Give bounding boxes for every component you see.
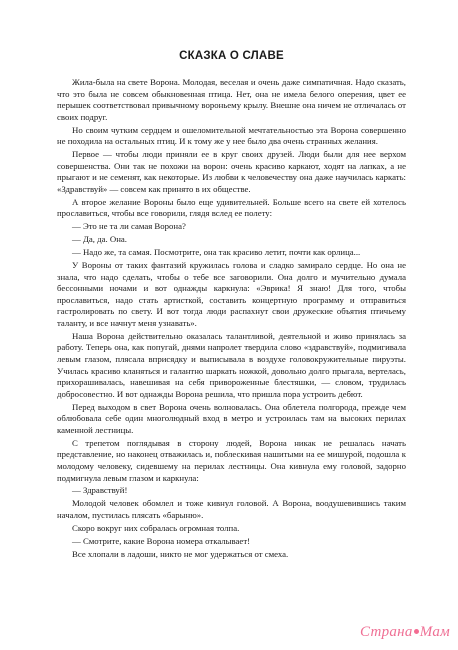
- paragraph: Наша Ворона действительно оказалась талантливой, деятельной и живо принялась за работу. Теперь она, как попугай, днями напролет твердила слово «здравствуй», подмигивала левым глазом, плясала вприсядку и выписывала в воздухе головокружительные пируэты. Училась красиво кланяться и галантно шаркать ножкой, довольно долго прыгала, вертелась, прихорашивалась, навешивая на себя привороженные блестяшки, — словом, трудилась добросовестно. И вот однажды Ворона решила, что пришла пора устроить дебют.: [57, 330, 406, 399]
- watermark-text-left: Страна: [359, 624, 413, 640]
- paragraph: Молодой человек обомлел и тоже кивнул головой. А Ворона, воодушевившись таким началом, пустилась плясать «барыню».: [57, 498, 406, 520]
- watermark-text-right: Мам: [419, 624, 450, 640]
- paragraph: У Вороны от таких фантазий кружилась голова и сладко замирало сердце. Но она не знала, что надо сделать, чтобы о тебе все заговорили. Она долго и мучительно думала бессонными ночами и вот однажды каркнула: «Эврика! Я знаю! Для того, чтобы прославиться, надо стать артисткой, составить концертную программу и отправиться гастролировать по свету. И вот тогда люди распахнут свои дружеские объятия птичьему таланту, и все начнут меня узнавать».: [57, 259, 406, 328]
- watermark-dot-icon: [414, 629, 419, 634]
- paragraph: С трепетом поглядывая в сторону людей, Ворона никак не решалась начать представление, но наконец отважилась и, поблескивая нашитыми на ее мишурой, подошла к молодому человеку, сидевшему на перилах лестницы. Она кивнула ему головой, задорно подмигнула левым глазом и каркнула:: [57, 437, 406, 483]
- paragraph: Но своим чутким сердцем и ошеломительной мечтательностью эта Ворона совершенно не походила на остальных птиц. И к тому же у нее было два очень странных желания.: [57, 124, 406, 147]
- dialog-line: — Надо же, та самая. Посмотрите, она так красиво летит, почти как орлица...: [72, 247, 361, 258]
- page-title: СКАЗКА О СЛАВЕ: [179, 50, 284, 62]
- paragraph: А второе желание Вороны было еще удивительней. Больше всего на свете ей хотелось прославиться, чтобы все говорили, глядя вслед ее полету:: [57, 196, 406, 219]
- dialog-line: — Да, да. Она.: [72, 234, 127, 245]
- paragraph: Первое — чтобы люди приняли ее в круг своих друзей. Люди были для нее верхом совершенства. Они так не похожи на ворон: очень красиво каркают, ходят на лапках, а не прыгают и не семенят, как некоторые. Из любви к человечеству она даже научилась каркать: «Здравствуй» — совсем как принято в их обществе.: [57, 149, 406, 194]
- paragraph: Скоро вокруг них собралась огромная толпа.: [72, 522, 240, 533]
- paragraph: Перед выходом в свет Ворона очень волновалась. Она облетела полгорода, прежде чем облюбовала себе один многолюдный вход в метро и устроилась там на высоких перилах каменной лестницы.: [57, 401, 406, 435]
- story-body: [57, 77, 406, 560]
- paragraph: Все хлопали в ладоши, никто не мог удержаться от смеха.: [72, 548, 289, 559]
- dialog-line: — Здравствуй!: [72, 485, 128, 496]
- dialog-line: — Это не та ли самая Ворона?: [72, 221, 186, 232]
- paragraph: Жила-была на свете Ворона. Молодая, веселая и очень даже симпатичная. Надо сказать, что это была не совсем обыкновенная птица. Нет, она не имела белого оперения, цвет ее перышек соответствовал привычному вороньему крылу. Внешне она ничем не отличалась от своих подруг.: [57, 77, 406, 122]
- dialog-line: — Смотрите, какие Ворона номера откалывает!: [72, 535, 251, 546]
- site-watermark: [360, 624, 450, 641]
